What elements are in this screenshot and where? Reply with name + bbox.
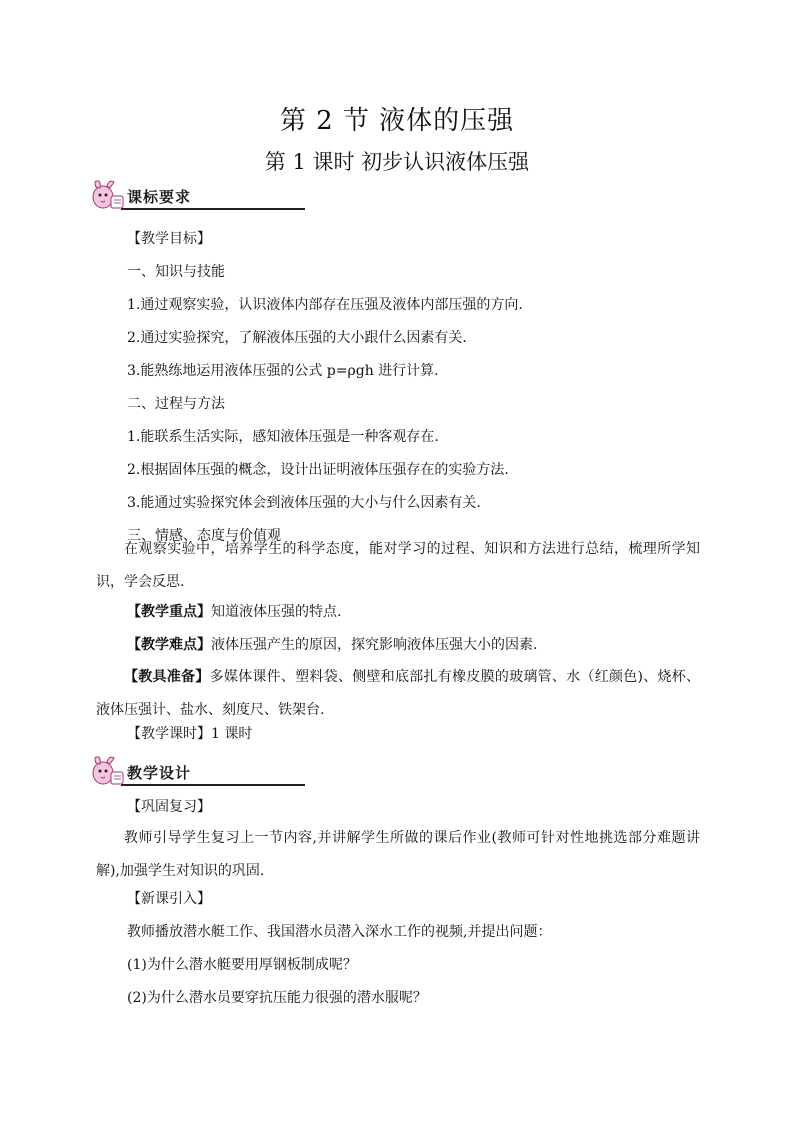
goals-heading: 【教学目标】 [127, 231, 211, 247]
knowledge-heading: 一、知识与技能 [127, 264, 225, 280]
tools-paragraph [96, 661, 700, 727]
hours-text: 1 课时 [211, 726, 253, 742]
mascot-icon [91, 754, 125, 788]
knowledge-item-2: 2.通过实验探究，了解液体压强的大小跟什么因素有关. [127, 330, 467, 346]
intro-text: 教师播放潜水艇工作、我国潜水员潜入深水工作的视频,并提出问题： [127, 924, 552, 940]
emotion-heading: 三、情感、态度与价值观 [127, 528, 281, 544]
difficulty-text: 液体压强产生的原因，探究影响液体压强大小的因素. [211, 637, 538, 653]
section-header-standards [91, 178, 221, 212]
key-point-text: 知道液体压强的特点. [211, 604, 342, 620]
emotion-paragraph: 在观察实验中，培养学生的科学态度，能对学习的过程、知识和方法进行总结，梳理所学知识，学会反思. [96, 541, 700, 590]
question-2: (2)为什么潜水员要穿抗压能力很强的潜水服呢？ [127, 990, 427, 1006]
intro-heading: 【新课引入】 [127, 891, 211, 907]
difficulty-label: 【教学难点】 [127, 637, 211, 653]
process-heading: 二、过程与方法 [127, 396, 225, 412]
key-point-label: 【教学重点】 [127, 604, 211, 620]
process-item-3: 3.能通过实验探究体会到液体压强的大小与什么因素有关. [127, 495, 481, 511]
section-rule [121, 208, 305, 210]
difficulty-point [127, 635, 537, 655]
key-point [127, 602, 341, 622]
mascot-icon [91, 178, 125, 212]
process-item-1: 1.能联系生活实际，感知液体压强是一种客观存在. [127, 429, 439, 445]
section-label-standards: 课标要求 [127, 188, 192, 206]
hours-line [127, 724, 252, 744]
page-subtitle: 第 1 课时 初步认识液体压强 [264, 150, 530, 174]
page-title: 第 2 节 液体的压强 [279, 106, 515, 136]
tools-label: 【教具准备】 [124, 669, 210, 685]
tools-text: 多媒体课件、塑料袋、侧壁和底部扎有橡皮膜的玻璃管、水（红颜色)、烧杯、液体压强计、盐水、刻度尺、铁架台. [96, 669, 701, 718]
review-paragraph: 教师引导学生复习上一节内容,并讲解学生所做的课后作业(教师可针对性地挑选部分难题讲解),加强学生对知识的巩固. [96, 830, 700, 879]
knowledge-item-3: 3.能熟练地运用液体压强的公式 p=ρgh 进行计算. [127, 363, 439, 379]
process-item-2: 2.根据固体压强的概念，设计出证明液体压强存在的实验方法. [127, 462, 509, 478]
section-label-design: 教学设计 [127, 764, 192, 782]
hours-label: 【教学课时】 [127, 726, 211, 742]
section-rule [121, 784, 305, 786]
section-header-design [91, 754, 221, 788]
knowledge-item-1: 1.通过观察实验，认识液体内部存在压强及液体内部压强的方向. [127, 297, 523, 313]
review-heading: 【巩固复习】 [127, 799, 211, 815]
question-1: (1)为什么潜水艇要用厚钢板制成呢？ [127, 957, 357, 973]
